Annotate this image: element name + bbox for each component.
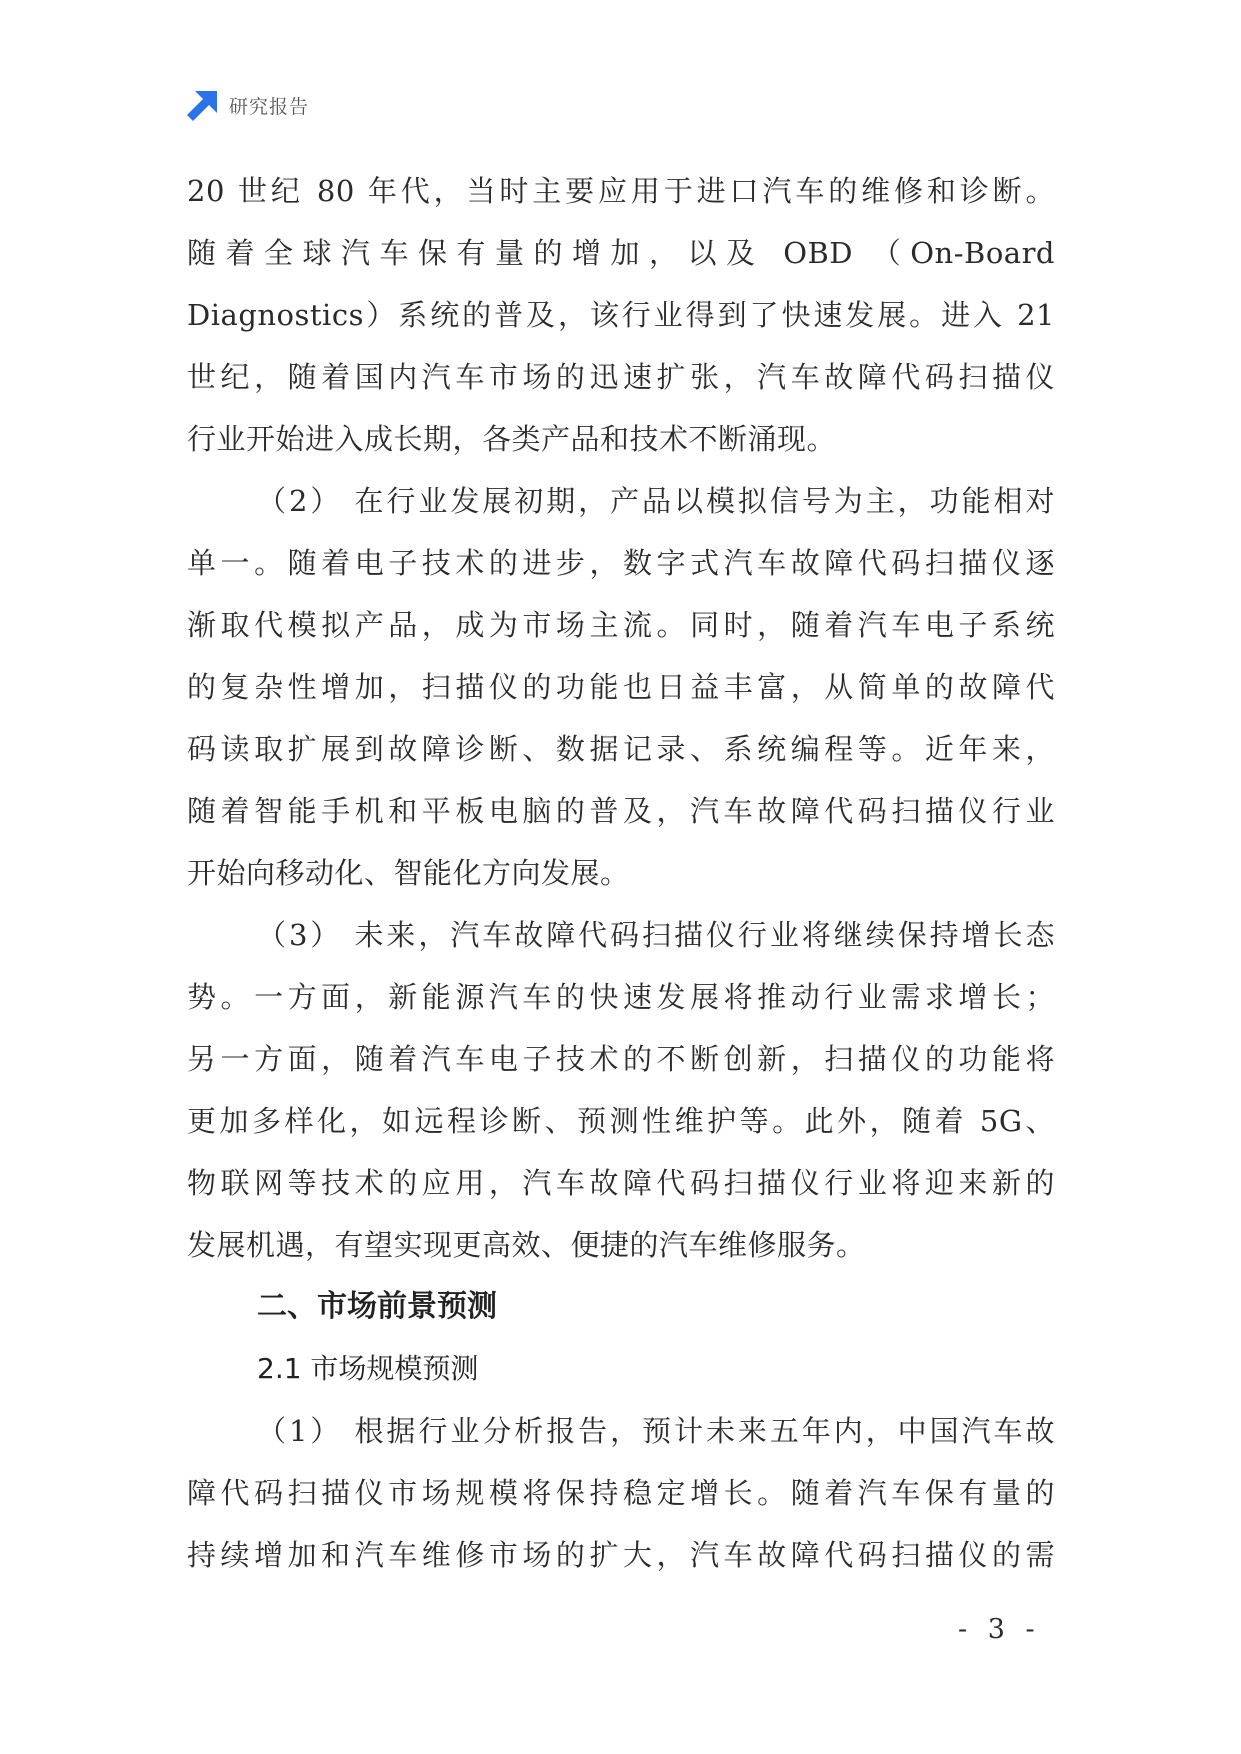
text-line: 物联网等技术的应用，汽车故障代码扫描仪行业将迎来新的 bbox=[187, 1166, 1055, 1200]
page-header bbox=[187, 88, 309, 122]
text-line: 势。一方面，新能源汽车的快速发展将推动行业需求增长； bbox=[187, 980, 1055, 1014]
text-line: 20 世纪 80 年代，当时主要应用于进口汽车的维修和诊断。 bbox=[187, 174, 1055, 208]
document-body bbox=[187, 160, 1055, 1586]
text-line: 随着全球汽车保有量的增加，以及 OBD （On-Board bbox=[187, 236, 1055, 270]
paragraph-3 bbox=[187, 904, 1055, 1276]
text-line: Diagnostics）系统的普及，该行业得到了快速发展。进入 21 bbox=[187, 298, 1055, 332]
text-line: 渐取代模拟产品，成为市场主流。同时，随着汽车电子系统 bbox=[187, 608, 1055, 642]
text-line: 单一。随着电子技术的进步，数字式汽车故障代码扫描仪逐 bbox=[187, 546, 1055, 580]
text-line: 更加多样化，如远程诊断、预测性维护等。此外，随着 5G、 bbox=[187, 1104, 1055, 1138]
section-heading: 二、市场前景预测 bbox=[257, 1289, 497, 1324]
text-line: （3） 未来，汽车故障代码扫描仪行业将继续保持增长态 bbox=[257, 918, 1055, 952]
paragraph-history bbox=[187, 160, 1055, 470]
paragraph-2 bbox=[187, 470, 1055, 904]
text-line: 另一方面，随着汽车电子技术的不断创新，扫描仪的功能将 bbox=[187, 1042, 1055, 1076]
text-line: 码读取扩展到故障诊断、数据记录、系统编程等。近年来， bbox=[187, 732, 1055, 766]
text-line: 开始向移动化、智能化方向发展。 bbox=[187, 856, 630, 890]
text-line: （2） 在行业发展初期，产品以模拟信号为主，功能相对 bbox=[257, 484, 1055, 518]
subsection-heading: 2.1 市场规模预测 bbox=[257, 1352, 479, 1385]
text-line: 发展机遇，有望实现更高效、便捷的汽车维修服务。 bbox=[187, 1228, 866, 1262]
text-line: 行业开始进入成长期，各类产品和技术不断涌现。 bbox=[187, 422, 837, 456]
report-type-label: 研究报告 bbox=[229, 95, 310, 118]
page-number: - 3 - bbox=[958, 1614, 1041, 1645]
paragraph-4 bbox=[187, 1400, 1055, 1586]
text-line: 持续增加和汽车维修市场的扩大，汽车故障代码扫描仪的需 bbox=[187, 1538, 1055, 1572]
arrow-up-right-icon bbox=[187, 89, 219, 121]
text-line: 随着智能手机和平板电脑的普及，汽车故障代码扫描仪行业 bbox=[187, 794, 1055, 828]
text-line: 障代码扫描仪市场规模将保持稳定增长。随着汽车保有量的 bbox=[187, 1476, 1055, 1510]
text-line: 世纪，随着国内汽车市场的迅速扩张，汽车故障代码扫描仪 bbox=[187, 360, 1055, 394]
text-line: （1） 根据行业分析报告，预计未来五年内，中国汽车故 bbox=[257, 1414, 1055, 1448]
text-line: 的复杂性增加，扫描仪的功能也日益丰富，从简单的故障代 bbox=[187, 670, 1055, 704]
